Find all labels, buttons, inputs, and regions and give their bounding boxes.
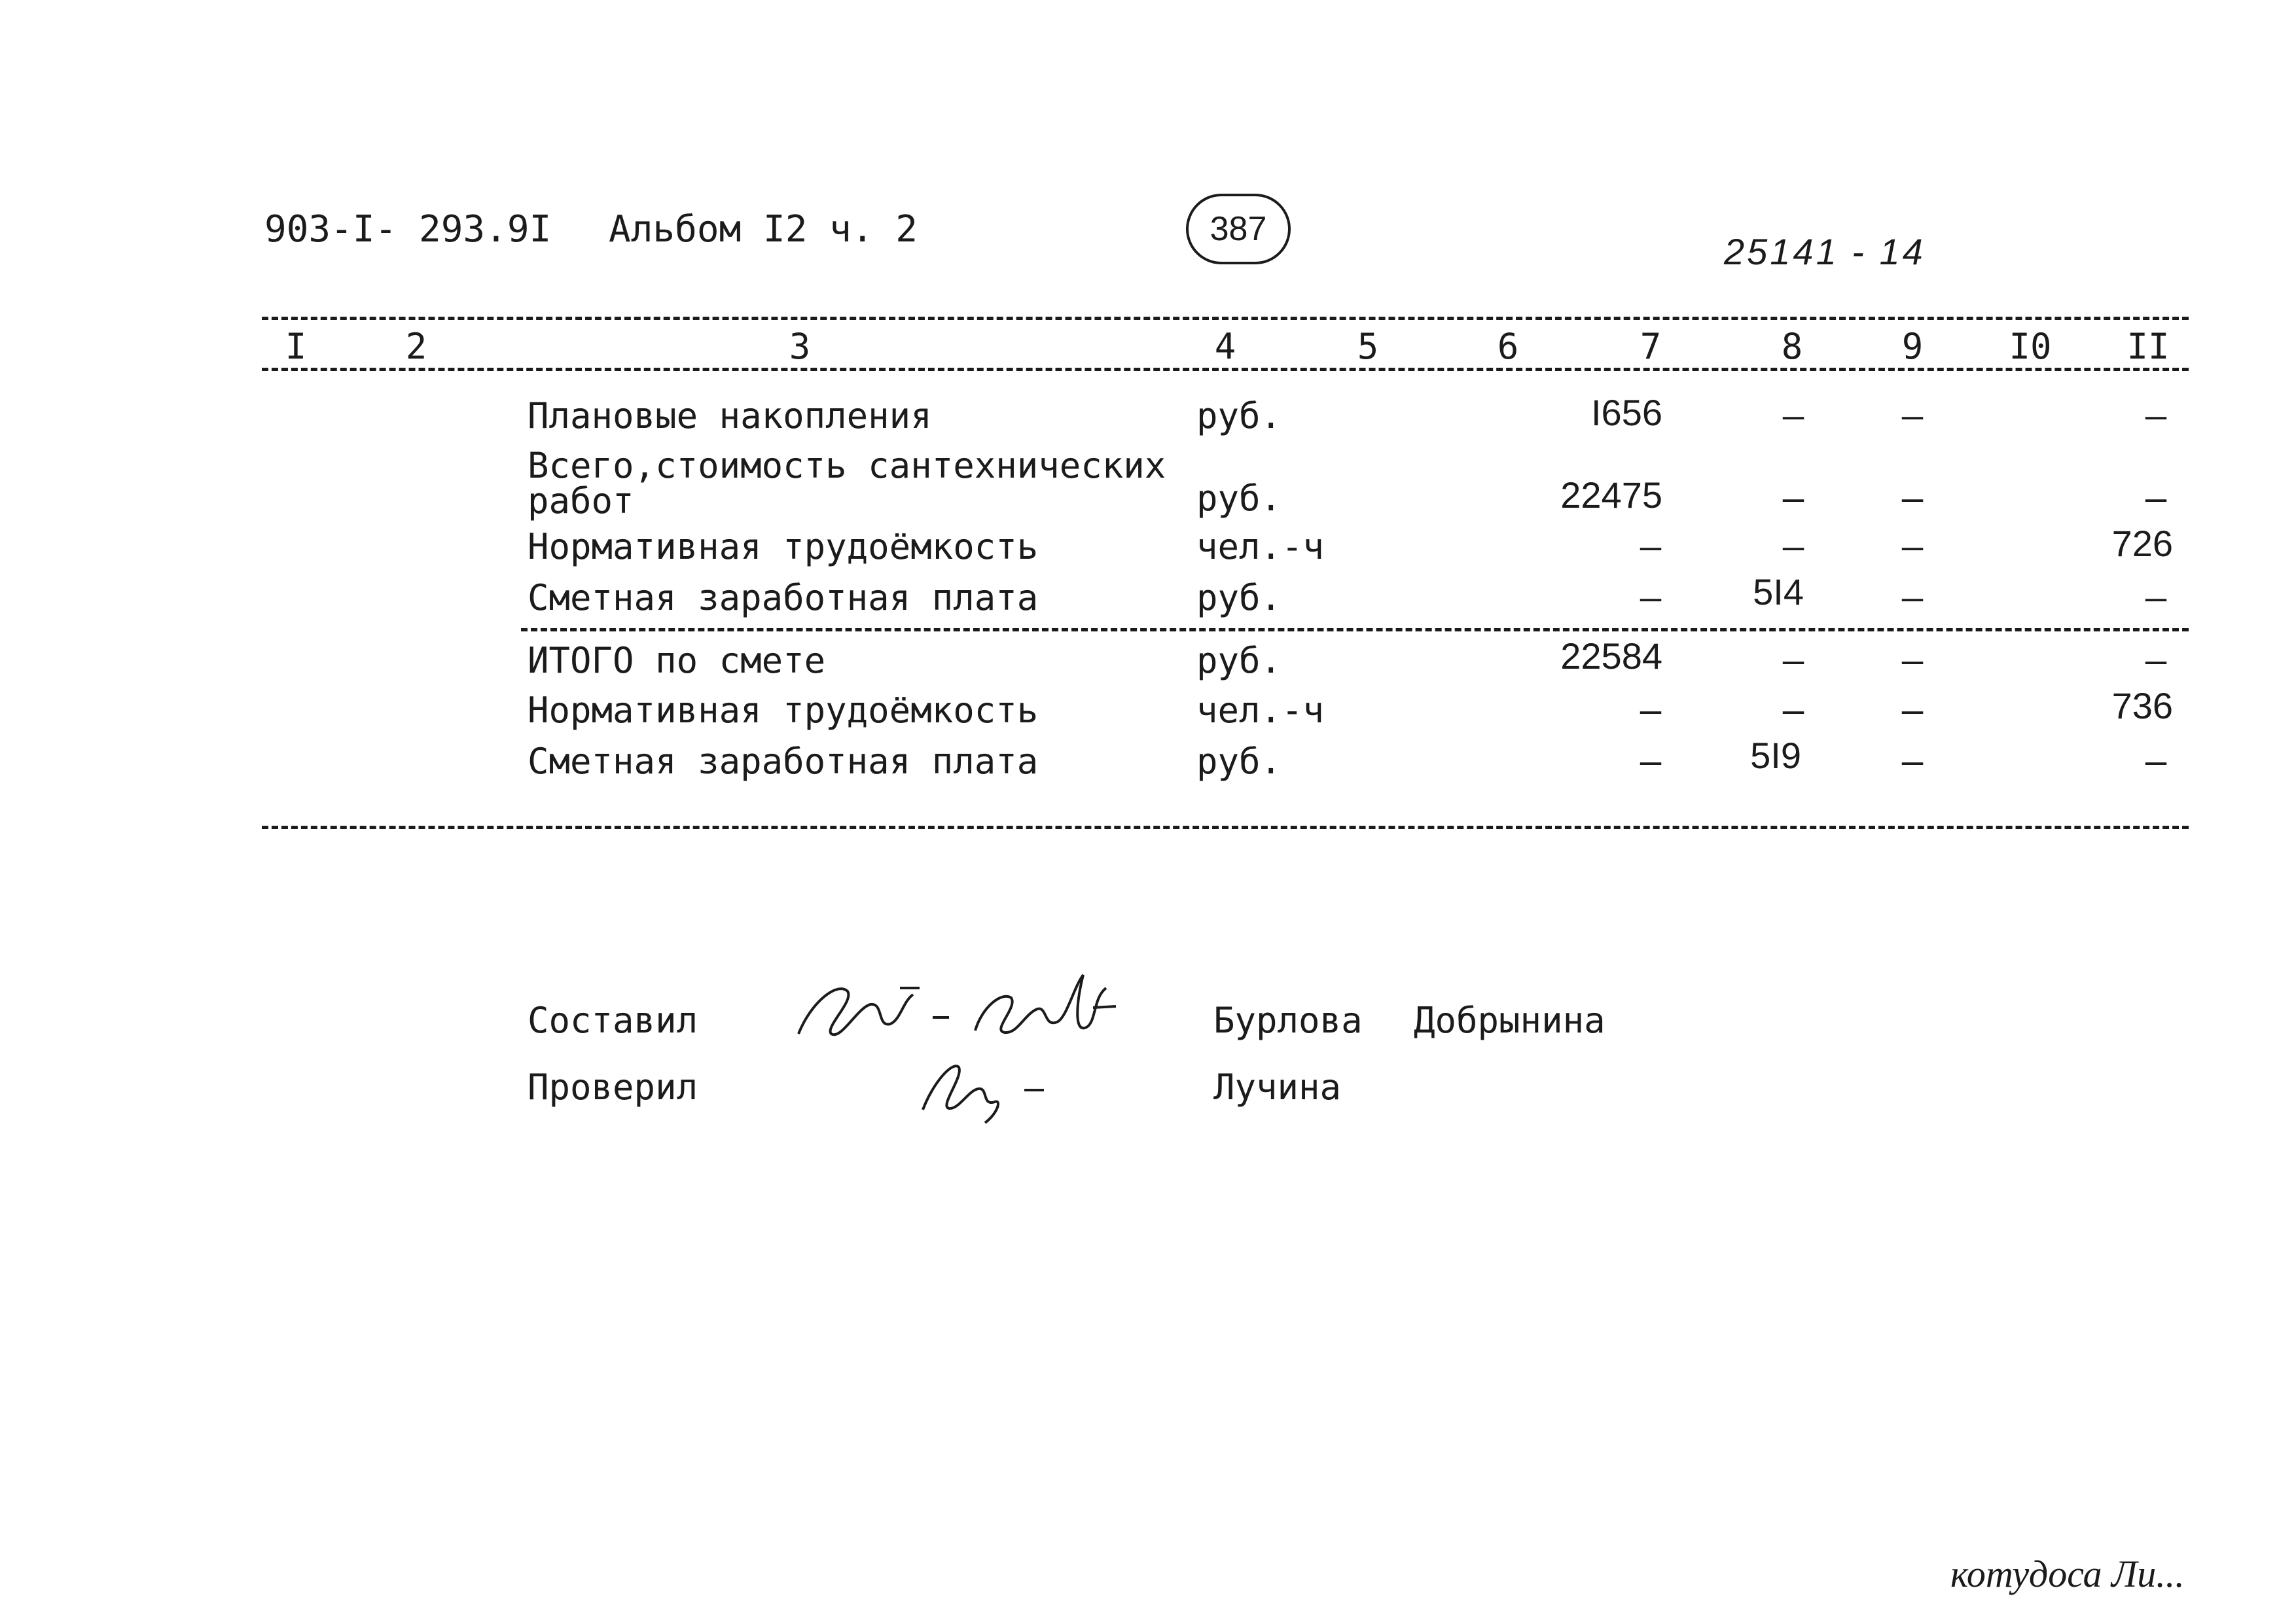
row-col8-value: – <box>1782 526 1804 567</box>
row-col11-value: – <box>2145 395 2167 436</box>
row-col11-value: – <box>2145 577 2167 618</box>
row-unit: руб. <box>1196 741 1282 782</box>
row-col8-value: – <box>1782 395 1804 436</box>
column-header-2: 2 <box>405 326 427 367</box>
row-col11-value: 726 <box>2111 523 2173 564</box>
column-header-6: 6 <box>1497 326 1519 367</box>
row-unit: чел.-ч <box>1196 526 1325 567</box>
row-col9-value: – <box>1901 478 1924 519</box>
column-header-3: 3 <box>789 326 811 367</box>
checked-name: Лучина <box>1213 1067 1342 1108</box>
row-col9-value: – <box>1901 526 1924 567</box>
header-bottom-rule <box>262 368 2189 371</box>
row-label: ИТОГО по смете <box>528 640 826 681</box>
row-col11-value: – <box>2145 640 2167 681</box>
row-col8-value: 5I4 <box>1753 571 1804 612</box>
subtotal-rule <box>521 628 2189 631</box>
row-unit: руб. <box>1196 577 1282 618</box>
compiled-by-label: Составил <box>528 1000 698 1041</box>
row-label-line1: Всего,стоимость сантехнических <box>528 445 1166 486</box>
column-header-4: 4 <box>1214 326 1236 367</box>
row-col8-value: – <box>1782 640 1804 681</box>
compiled-name-1: Бурлова <box>1213 1000 1363 1041</box>
row-col7-value: – <box>1640 577 1662 618</box>
row-unit: руб. <box>1196 395 1282 436</box>
row-col8-value: – <box>1782 690 1804 731</box>
row-label: Нормативная трудоёмкость <box>528 526 1039 567</box>
column-header-10: I0 <box>2009 326 2052 367</box>
album-label: Альбом I2 ч. 2 <box>609 208 918 251</box>
row-col9-value: – <box>1901 640 1924 681</box>
row-col7-value: 22584 <box>1560 635 1662 677</box>
row-label-line2: работ <box>528 480 634 521</box>
checked-signature <box>903 1044 1073 1129</box>
row-col8-value: – <box>1782 478 1804 519</box>
row-unit: руб. <box>1196 478 1282 519</box>
row-label: Сметная заработная плата <box>528 577 1039 618</box>
row-col9-value: – <box>1901 577 1924 618</box>
row-col9-value: – <box>1901 690 1924 731</box>
table-bottom-rule <box>262 826 2189 829</box>
row-label: Нормативная трудоёмкость <box>528 690 1039 731</box>
document-code: 903-I- 293.9I <box>264 208 552 251</box>
row-col8-value: 5I9 <box>1750 735 1801 776</box>
column-header-11: II <box>2126 326 2170 367</box>
header-top-rule <box>262 317 2189 320</box>
column-header-9: 9 <box>1901 326 1924 367</box>
column-header-5: 5 <box>1357 326 1379 367</box>
checked-by-label: Проверил <box>528 1067 698 1108</box>
compiled-name-2: Добрынина <box>1414 1000 1605 1041</box>
row-col7-value: – <box>1640 690 1662 731</box>
row-col7-value: – <box>1640 741 1662 782</box>
row-unit: чел.-ч <box>1196 690 1325 731</box>
row-col9-value: – <box>1901 741 1924 782</box>
row-label: Плановые накопления <box>528 395 932 436</box>
column-header-1: I <box>285 326 307 367</box>
column-header-8: 8 <box>1781 326 1803 367</box>
row-col7-value: 22475 <box>1560 474 1662 516</box>
page-number-stamp: 387 <box>1186 194 1291 264</box>
column-header-7: 7 <box>1640 326 1662 367</box>
handwritten-number: 25141 - 14 <box>1724 231 1926 272</box>
row-col11-value: – <box>2145 478 2167 519</box>
row-col7-value: – <box>1640 526 1662 567</box>
row-col11-value: 736 <box>2111 685 2173 726</box>
handwritten-corner-note: котудоса Ли... <box>1950 1553 2185 1595</box>
row-col9-value: – <box>1901 395 1924 436</box>
row-unit: руб. <box>1196 640 1282 681</box>
row-label: Сметная заработная плата <box>528 741 1039 782</box>
row-col11-value: – <box>2145 741 2167 782</box>
row-col7-value: I656 <box>1591 392 1662 433</box>
